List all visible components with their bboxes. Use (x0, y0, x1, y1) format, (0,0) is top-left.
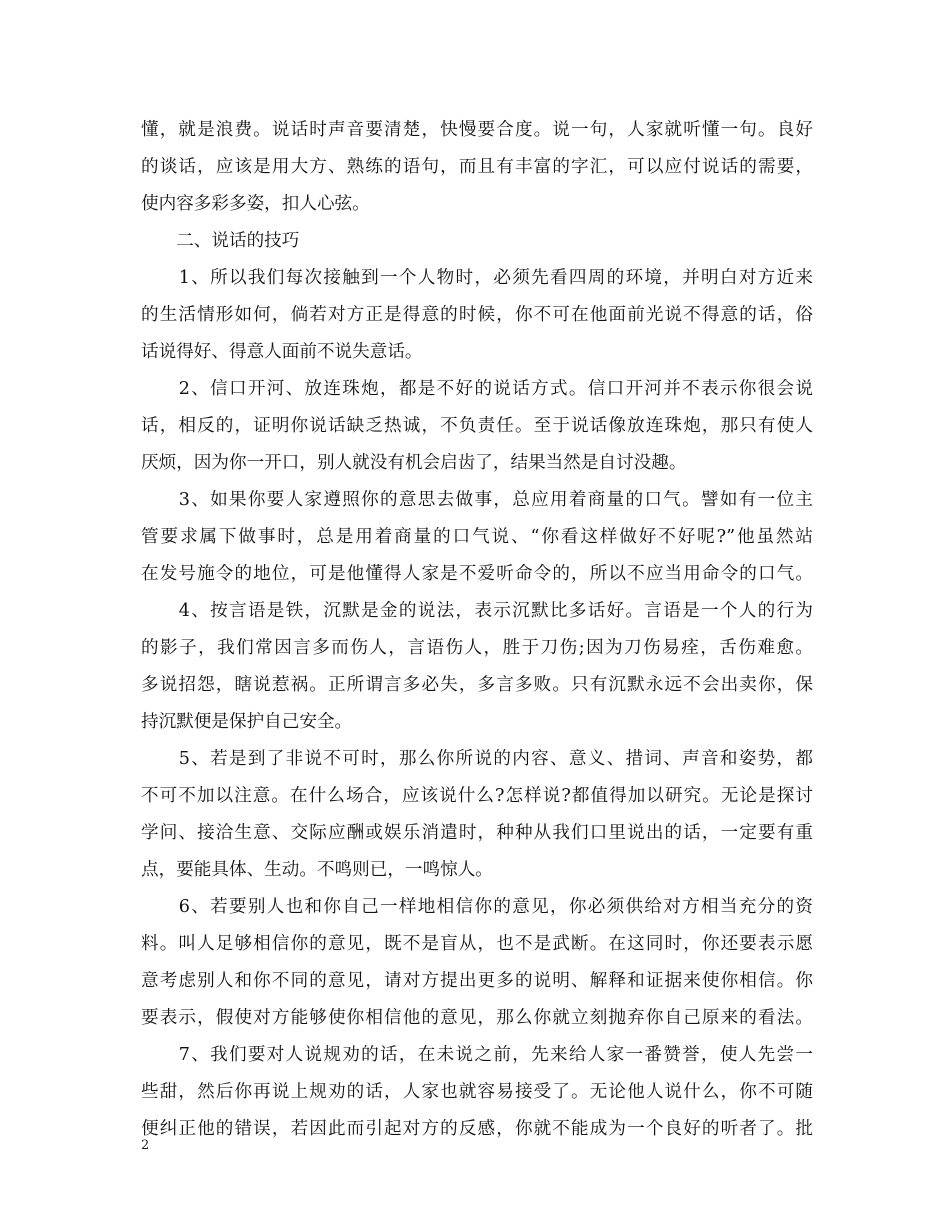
text-line: 学问、接洽生意、交际应酬或娱乐消遣时，种种从我们口里说出的话，一定要有重 (141, 823, 813, 843)
text-line: 4、按言语是铁，沉默是金的说法，表示沉默比多话好。言语是一个人的行为 (141, 601, 813, 621)
text-line: 3、如果你要人家遵照你的意思去做事，总应用着商量的口气。譬如有一位主 (141, 490, 813, 510)
text-line: 话，相反的，证明你说话缺乏热诚，不负责任。至于说话像放连珠炮，那只有使人 (141, 416, 813, 436)
text-line: 点，要能具体、生动。不鸣则已，一鸣惊人。 (141, 860, 493, 880)
text-line: 要表示，假使对方能够使你相信他的意见，那么你就立刻抛弃你自己原来的看法。 (141, 1008, 813, 1028)
page-number: 2 (141, 1138, 150, 1153)
text-line: 话说得好、得意人面前不说失意话。 (141, 342, 423, 362)
text-line: 不可不加以注意。在什么场合，应该说什么?怎样说?都值得加以研究。无论是探讨 (141, 786, 813, 806)
section-heading: 二、说话的技巧 (141, 231, 300, 251)
text-line: 6、若要别人也和你自己一样地相信你的意见，你必须供给对方相当充分的资 (141, 897, 813, 917)
text-line: 些甜，然后你再说上规劝的话，人家也就容易接受了。无论他人说什么，你不可随 (141, 1082, 813, 1102)
text-line: 懂，就是浪费。说话时声音要清楚，快慢要合度。说一句，人家就听懂一句。良好 (141, 120, 813, 140)
text-line: 厌烦，因为你一开口，别人就没有机会启齿了，结果当然是自讨没趣。 (141, 453, 687, 473)
text-line: 持沉默便是保护自己安全。 (141, 712, 353, 732)
text-line: 5、若是到了非说不可时，那么你所说的内容、意义、措词、声音和姿势，都 (141, 749, 813, 769)
text-line: 1、所以我们每次接触到一个人物时，必须先看四周的环境，并明白对方近来 (141, 268, 813, 288)
text-line: 的谈话，应该是用大方、熟练的语句，而且有丰富的字汇，可以应付说话的需要， (141, 157, 813, 177)
text-line: 在发号施令的地位，可是他懂得人家是不爱听命令的，所以不应当用命令的口气。 (141, 564, 813, 584)
text-line: 管要求属下做事时，总是用着商量的口气说、“你看这样做好不好呢?”他虽然站 (141, 527, 813, 547)
text-line: 意考虑别人和你不同的意见，请对方提出更多的说明、解释和证据来使你相信。你 (141, 971, 813, 991)
text-line: 便纠正他的错误，若因此而引起对方的反感，你就不能成为一个良好的听者了。批 (141, 1119, 813, 1139)
text-line: 多说招怨，瞎说惹祸。正所谓言多必失，多言多败。只有沉默永远不会出卖你，保 (141, 675, 813, 695)
text-line: 使内容多彩多姿，扣人心弦。 (141, 194, 370, 214)
text-line: 7、我们要对人说规劝的话，在未说之前，先来给人家一番赞誉，使人先尝一 (141, 1045, 813, 1065)
text-line: 2、信口开河、放连珠炮，都是不好的说话方式。信口开河并不表示你很会说 (141, 379, 813, 399)
text-line: 的影子，我们常因言多而伤人，言语伤人，胜于刀伤;因为刀伤易痊，舌伤难愈。 (141, 638, 813, 658)
text-line: 料。叫人足够相信你的意见，既不是盲从，也不是武断。在这同时，你还要表示愿 (141, 934, 813, 954)
body-text (141, 112, 813, 1148)
text-line: 的生活情形如何，倘若对方正是得意的时候，你不可在他面前光说不得意的话，俗 (141, 305, 813, 325)
